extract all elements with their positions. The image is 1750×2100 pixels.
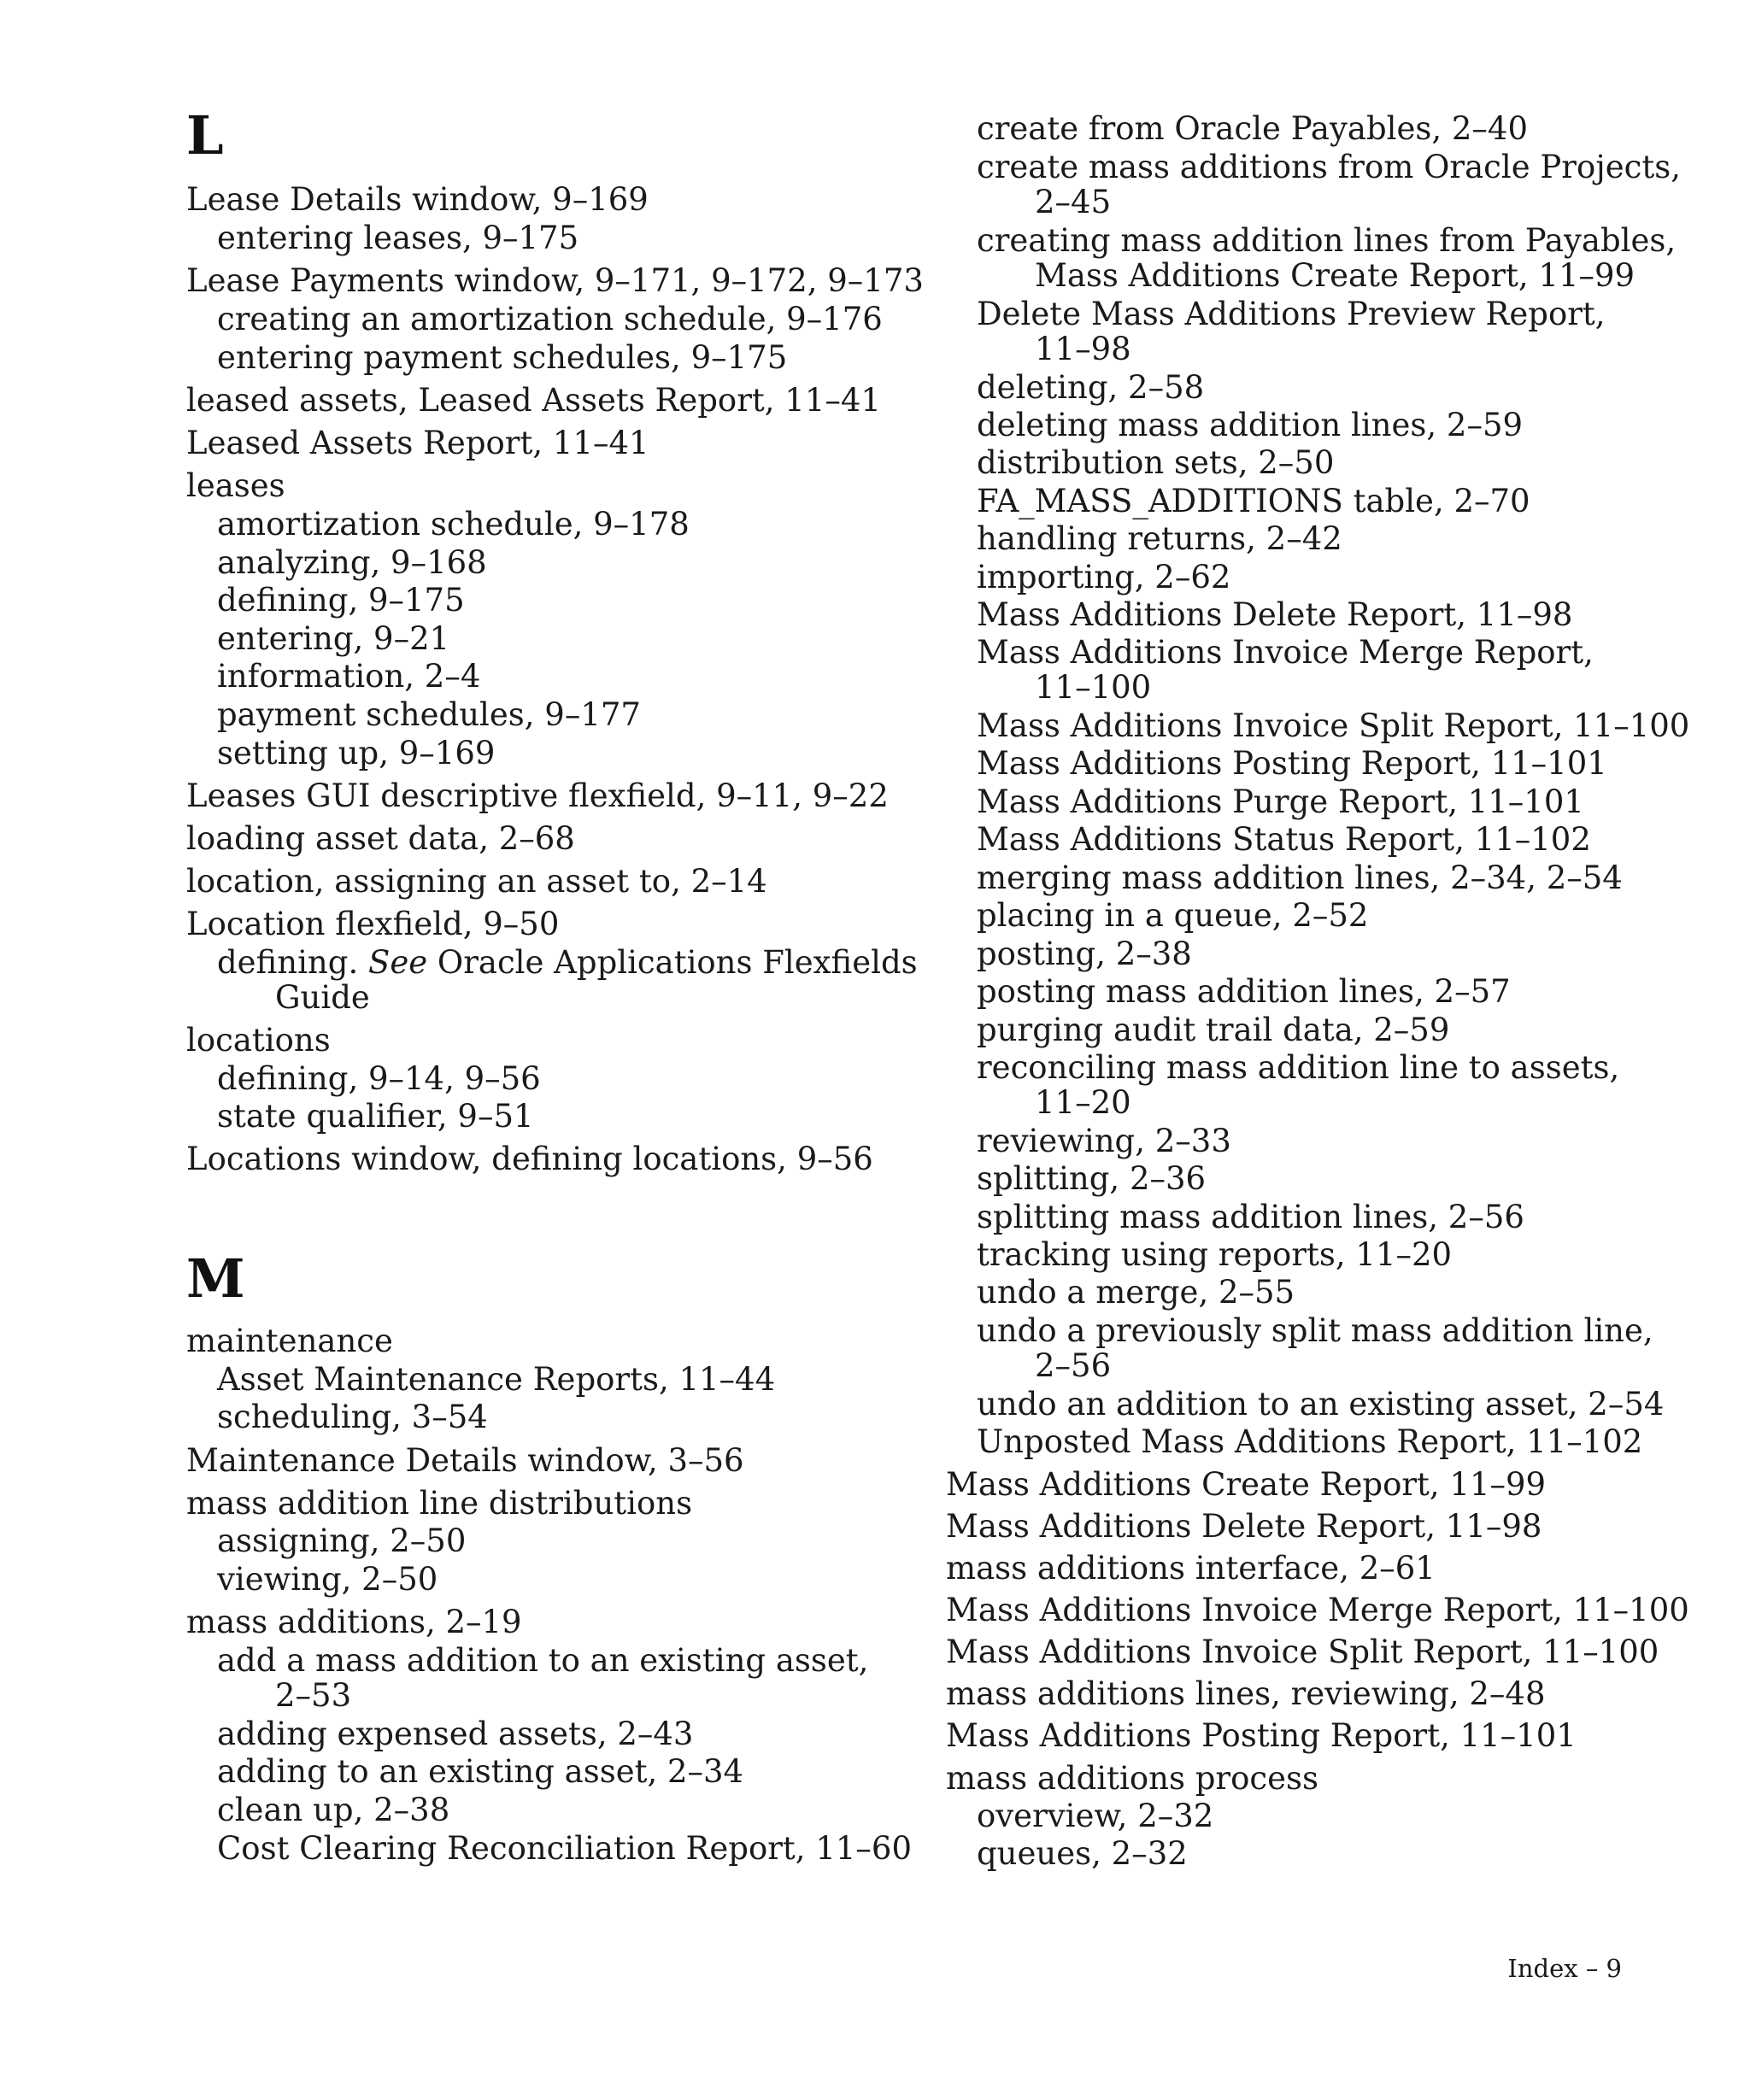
index-subentry: payment schedules, 9–177	[217, 696, 641, 733]
index-subentry: state qualifier, 9–51	[217, 1098, 534, 1135]
index-subentry: defining, 9–14, 9–56	[217, 1060, 541, 1097]
index-subentry: reconciling mass addition line to assets,	[977, 1049, 1620, 1086]
index-subentry: Unposted Mass Additions Report, 11–102	[977, 1423, 1643, 1460]
index-entry: location, assigning an asset to, 2–14	[186, 863, 767, 900]
see-reference: See	[367, 944, 428, 981]
index-subentry: Mass Additions Invoice Merge Report,	[977, 634, 1594, 671]
index-continuation: 2–45	[1035, 184, 1112, 220]
entry-text: defining.	[217, 944, 359, 981]
index-subentry: distribution sets, 2–50	[977, 444, 1335, 481]
index-entry: Location flexfield, 9–50	[186, 906, 560, 942]
index-subentry: creating mass addition lines from Payables,	[977, 222, 1677, 259]
index-subentry: scheduling, 3–54	[217, 1399, 488, 1435]
index-entry: mass addition line distributions	[186, 1485, 693, 1522]
index-subentry: queues, 2–32	[977, 1835, 1188, 1872]
index-entry: Mass Additions Create Report, 11–99	[946, 1466, 1547, 1503]
index-entry: Leased Assets Report, 11–41	[186, 425, 649, 461]
index-entry: Maintenance Details window, 3–56	[186, 1442, 744, 1479]
index-subentry: deleting mass addition lines, 2–59	[977, 407, 1524, 443]
index-entry: Mass Additions Invoice Merge Report, 11–100	[946, 1592, 1689, 1628]
index-subentry: overview, 2–32	[977, 1798, 1214, 1834]
index-entry: Mass Additions Delete Report, 11–98	[946, 1508, 1542, 1545]
index-subentry: splitting, 2–36	[977, 1160, 1207, 1197]
index-subentry: deleting, 2–58	[977, 369, 1205, 406]
index-subentry: defining, 9–175	[217, 582, 465, 619]
index-subentry: information, 2–4	[217, 658, 481, 695]
section-letter-m: M	[186, 1247, 245, 1310]
index-entry: maintenance	[186, 1323, 393, 1359]
index-continuation: Mass Additions Create Report, 11–99	[1035, 257, 1635, 294]
index-subentry: setting up, 9–169	[217, 735, 496, 771]
index-subentry: FA_MASS_ADDITIONS table, 2–70	[977, 483, 1530, 519]
index-subentry: Asset Maintenance Reports, 11–44	[217, 1361, 776, 1398]
page-footer-label: Index – 9	[1507, 1954, 1622, 1983]
index-subentry: tracking using reports, 11–20	[977, 1236, 1453, 1273]
index-entry: mass additions, 2–19	[186, 1604, 522, 1640]
index-continuation: 2–53	[275, 1677, 352, 1714]
index-subentry: create from Oracle Payables, 2–40	[977, 110, 1528, 147]
index-subentry: entering, 9–21	[217, 620, 450, 657]
index-subentry: undo a merge, 2–55	[977, 1274, 1295, 1311]
index-entry: mass additions interface, 2–61	[946, 1550, 1436, 1587]
index-subentry: Cost Clearing Reconciliation Report, 11–60	[217, 1830, 912, 1867]
index-continuation: 11–100	[1035, 669, 1152, 706]
index-continuation: 11–98	[1035, 331, 1131, 367]
index-subentry: merging mass addition lines, 2–34, 2–54	[977, 859, 1623, 896]
index-continuation: Guide	[275, 979, 370, 1016]
index-subentry: Mass Additions Purge Report, 11–101	[977, 783, 1584, 820]
index-subentry: clean up, 2–38	[217, 1792, 450, 1828]
index-entry: Leases GUI descriptive flexfield, 9–11, 9–22	[186, 777, 889, 814]
index-subentry: amortization schedule, 9–178	[217, 506, 690, 543]
index-subentry: Mass Additions Status Report, 11–102	[977, 821, 1591, 858]
index-subentry: undo a previously split mass addition line,	[977, 1312, 1653, 1349]
index-subentry: entering leases, 9–175	[217, 220, 579, 256]
index-entry: leased assets, Leased Assets Report, 11–41	[186, 382, 881, 419]
index-subentry: purging audit trail data, 2–59	[977, 1012, 1450, 1048]
index-subentry: add a mass addition to an existing asset,	[217, 1642, 869, 1679]
index-subentry: placing in a queue, 2–52	[977, 897, 1369, 934]
index-subentry: adding to an existing asset, 2–34	[217, 1753, 744, 1790]
index-entry: Lease Details window, 9–169	[186, 181, 649, 218]
index-entry: leases	[186, 467, 285, 504]
index-subentry: undo an addition to an existing asset, 2–54	[977, 1386, 1665, 1422]
index-subentry: Mass Additions Posting Report, 11–101	[977, 745, 1607, 782]
index-subentry: analyzing, 9–168	[217, 544, 487, 581]
index-subentry: Delete Mass Additions Preview Report,	[977, 296, 1606, 332]
index-entry: Mass Additions Posting Report, 11–101	[946, 1717, 1577, 1754]
index-subentry: create mass additions from Oracle Projects,	[977, 149, 1681, 185]
index-subentry: posting, 2–38	[977, 936, 1192, 972]
index-subentry: creating an amortization schedule, 9–176	[217, 301, 883, 337]
index-subentry: posting mass addition lines, 2–57	[977, 973, 1511, 1010]
index-subentry: Mass Additions Invoice Split Report, 11–100	[977, 707, 1690, 744]
index-subentry: adding expensed assets, 2–43	[217, 1716, 694, 1752]
index-continuation: 11–20	[1035, 1084, 1131, 1121]
index-entry: mass additions lines, reviewing, 2–48	[946, 1675, 1546, 1712]
index-subentry: assigning, 2–50	[217, 1522, 467, 1559]
index-entry: mass additions process	[946, 1760, 1318, 1797]
index-entry: Mass Additions Invoice Split Report, 11–100	[946, 1634, 1659, 1670]
index-subentry: Mass Additions Delete Report, 11–98	[977, 596, 1573, 633]
index-subentry: viewing, 2–50	[217, 1561, 438, 1598]
section-letter-l: L	[186, 104, 224, 167]
index-subentry: reviewing, 2–33	[977, 1123, 1231, 1159]
index-continuation: 2–56	[1035, 1347, 1112, 1384]
index-subentry: handling returns, 2–42	[977, 520, 1342, 557]
index-subentry: entering payment schedules, 9–175	[217, 339, 788, 376]
index-entry: Lease Payments window, 9–171, 9–172, 9–173	[186, 262, 924, 299]
entry-text: Oracle Applications Flexfields	[437, 944, 918, 981]
index-entry: Locations window, defining locations, 9–56	[186, 1141, 873, 1177]
index-entry: locations	[186, 1022, 331, 1059]
index-entry: loading asset data, 2–68	[186, 820, 575, 857]
index-subentry: importing, 2–62	[977, 559, 1231, 595]
index-subentry	[217, 945, 918, 981]
index-subentry: splitting mass addition lines, 2–56	[977, 1199, 1524, 1235]
